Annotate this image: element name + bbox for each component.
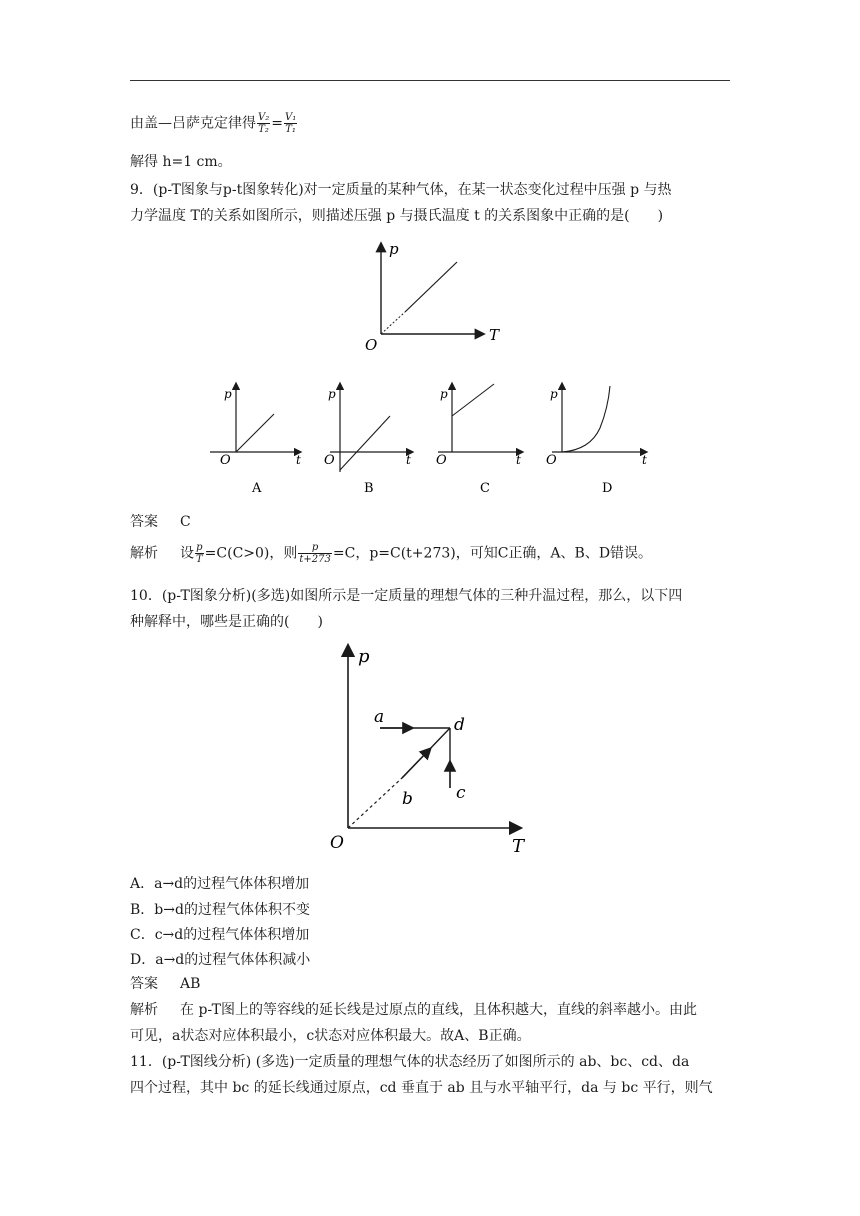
point-d-label: d [454,715,465,735]
b-arrow [402,749,430,778]
q10-option-c: C．c→d的过程气体体积增加 [130,927,310,943]
q9-line1: 9．(p-T图象与p-t图象转化)对一定质量的某种气体，在某一状态变化过程中压强 p 与热 [130,182,672,198]
q10-analysis-line1: 解析 在 p-T图上的等容线的延长线是过原点的直线，且体积越大，直线的斜率越小。由此 [130,1002,697,1018]
q9-options-figure [200,372,660,500]
header-rule [130,80,730,81]
q10-line2: 种解释中，哪些是正确的( ) [130,614,323,630]
dashed-extension [381,312,405,334]
option-c-graph [436,384,522,496]
q10-figure [322,638,542,860]
svg-text:t: t [642,453,647,467]
q9-answer: 答案 C [130,514,191,530]
x-axis-label: T [489,326,500,344]
svg-text:p: p [440,387,448,401]
svg-text:p: p [550,387,558,401]
svg-text:t: t [406,453,411,467]
option-b-graph [324,384,412,496]
option-c-label: C [480,481,490,496]
svg-text:t: t [296,453,301,467]
option-a-graph [210,384,301,496]
svg-text:t: t [516,453,521,467]
fraction: $\frac{\text{V₂}}{\text{T₂}}$ [258,112,270,135]
text: 由盖—吕萨克定律得 [130,115,256,132]
svg-text:p: p [328,387,336,401]
q10-line1: 10．(p-T图象分析)(多选)如图所示是一定质量的理想气体的三种升温过程，那么，以下四 [130,588,683,604]
q11-line2: 四个过程，其中 bc 的延长线通过原点，cd 垂直于 ab 且与水平轴平行，da 与 bc 平行，则气 [130,1080,713,1096]
option-d-graph [546,384,647,496]
q9-main-figure [355,236,515,360]
svg-text:p: p [224,387,232,401]
x-axis-label: T [512,836,525,857]
svg-text:O: O [546,453,557,468]
q10-option-a: A．a→d的过程气体体积增加 [130,876,310,892]
q10-option-d: D．a→d的过程气体体积减小 [130,952,311,968]
origin-label: O [330,833,344,853]
solve-line: 解得 h=1 cm。 [130,154,232,170]
y-axis-label: p [389,240,399,258]
p-t-line [405,262,457,312]
fraction: $\frac{\text{V₁}}{\text{T₁}}$ [284,112,297,135]
svg-text:O: O [324,453,335,468]
point-b-label: b [402,789,413,809]
origin-label: O [365,336,378,354]
q11-line1: 11．(p-T图线分析) (多选)一定质量的理想气体的状态经历了如图所示的 ab、bc、cd、da [130,1054,690,1070]
point-a-label: a [374,707,385,727]
option-d-label: D [602,481,613,496]
q9-line2: 力学温度 T的关系如图所示，则描述压强 p 与摄氏温度 t 的关系图象中正确的是( ) [130,208,664,224]
q10-analysis-line2: 可见，a状态对应体积最小，c状态对应体积最大。故A、B正确。 [130,1028,531,1044]
gay-lussac-line: 由盖—吕萨克定律得 $\frac{\text{V₂}}{\text{T₂}}$ = $\frac{\text{V₁}}{\text{T₁}}$ [130,112,297,135]
option-a-label: A [252,481,262,496]
option-b-label: B [364,481,374,496]
b-dashed-extension [348,778,402,828]
y-axis-label: p [358,646,370,667]
q10-answer: 答案 AB [130,976,201,992]
q10-option-b: B．b→d的过程气体体积不变 [130,902,310,918]
q9-analysis: 解析 设 $\frac{p}{T}$ =C(C>0)，则 $\frac{p}{t+273}$ =C，p=C(t+273)，可知C正确，A、B、D错误。 [130,542,653,565]
svg-text:O: O [220,453,231,468]
point-c-label: c [456,783,466,803]
svg-text:O: O [436,453,447,468]
